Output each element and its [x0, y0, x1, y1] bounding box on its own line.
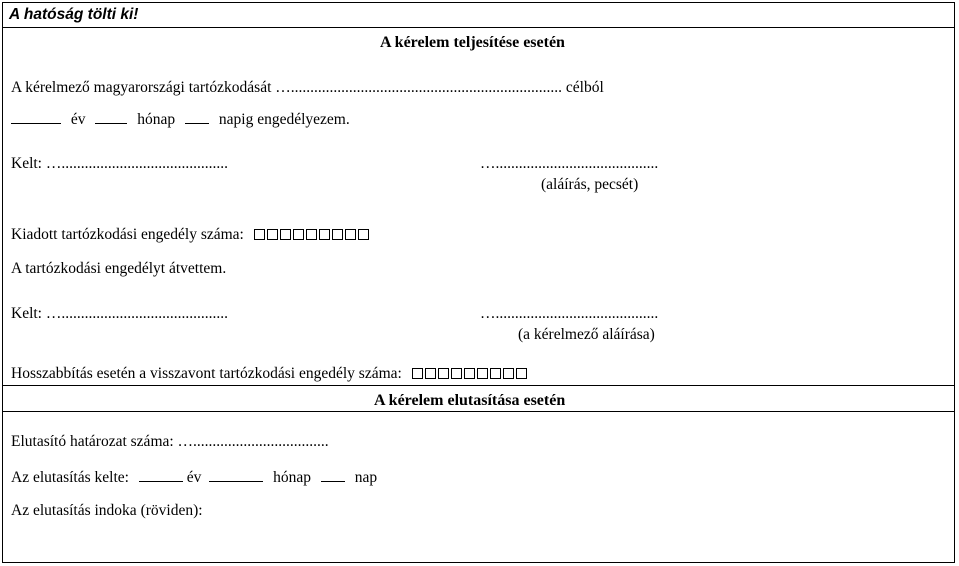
- rejection-reason-label: Az elutasítás indoka (röviden):: [11, 502, 203, 519]
- rejection-day-label: nap: [354, 469, 378, 486]
- divider-mid: [2, 385, 955, 386]
- rejection-heading: A kérelem elutasítása esetén: [374, 392, 566, 409]
- rejection-date-row: [11, 469, 377, 486]
- day-blank[interactable]: [185, 111, 209, 124]
- divider-rejection: [2, 411, 955, 412]
- month-blank[interactable]: [95, 111, 127, 124]
- digit-box[interactable]: [477, 368, 488, 379]
- extension-label: Hosszabbítás esetén a visszavont tartózkodási engedély száma:: [11, 365, 402, 382]
- rejection-date-label: Az elutasítás kelte:: [11, 469, 129, 486]
- digit-box[interactable]: [451, 368, 462, 379]
- kelt-date: Kelt: …...........................................: [11, 155, 228, 172]
- revoked-permit-boxes[interactable]: [412, 366, 529, 382]
- signature-line: …..........................................: [480, 155, 659, 172]
- authority-note: A hatóság tölti ki!: [9, 6, 139, 23]
- rejection-year-label: év: [186, 469, 202, 486]
- rejection-month-blank[interactable]: [209, 469, 263, 482]
- digit-box[interactable]: [293, 229, 304, 240]
- digit-box[interactable]: [332, 229, 343, 240]
- signature-caption: (aláírás, pecsét): [541, 176, 639, 193]
- rejection-year-blank[interactable]: [139, 469, 183, 482]
- divider-top: [2, 27, 955, 28]
- day-label: napig engedélyezem.: [218, 111, 350, 128]
- month-label: hónap: [137, 111, 176, 128]
- permit-number-boxes[interactable]: [254, 227, 371, 243]
- digit-box[interactable]: [345, 229, 356, 240]
- digit-box[interactable]: [490, 368, 501, 379]
- digit-box[interactable]: [319, 229, 330, 240]
- digit-box[interactable]: [516, 368, 527, 379]
- grant-heading: A kérelem teljesítése esetén: [380, 34, 565, 51]
- digit-box[interactable]: [254, 229, 265, 240]
- digit-box[interactable]: [503, 368, 514, 379]
- duration-line: [11, 111, 350, 128]
- extension-row: [11, 366, 529, 382]
- residence-purpose-line: A kérelmező magyarországi tartózkodását …...................................................................... célból: [11, 79, 604, 96]
- rejection-decision-number: Elutasító határozat száma: …...................................: [11, 433, 329, 450]
- digit-box[interactable]: [464, 368, 475, 379]
- digit-box[interactable]: [267, 229, 278, 240]
- applicant-signature-caption: (a kérelmező aláírása): [518, 326, 655, 343]
- rejection-month-label: hónap: [273, 469, 311, 486]
- year-label: év: [70, 111, 86, 128]
- received-statement: A tartózkodási engedélyt átvettem.: [11, 260, 227, 277]
- permit-number-row: [11, 227, 371, 243]
- rejection-day-blank[interactable]: [321, 469, 345, 482]
- year-blank[interactable]: [11, 111, 61, 124]
- applicant-signature-line: …..........................................: [480, 305, 659, 322]
- digit-box[interactable]: [306, 229, 317, 240]
- kelt-date-2: Kelt: …...........................................: [11, 305, 228, 322]
- permit-number-label: Kiadott tartózkodási engedély száma:: [11, 226, 244, 243]
- digit-box[interactable]: [280, 229, 291, 240]
- digit-box[interactable]: [425, 368, 436, 379]
- digit-box[interactable]: [438, 368, 449, 379]
- digit-box[interactable]: [412, 368, 423, 379]
- digit-box[interactable]: [358, 229, 369, 240]
